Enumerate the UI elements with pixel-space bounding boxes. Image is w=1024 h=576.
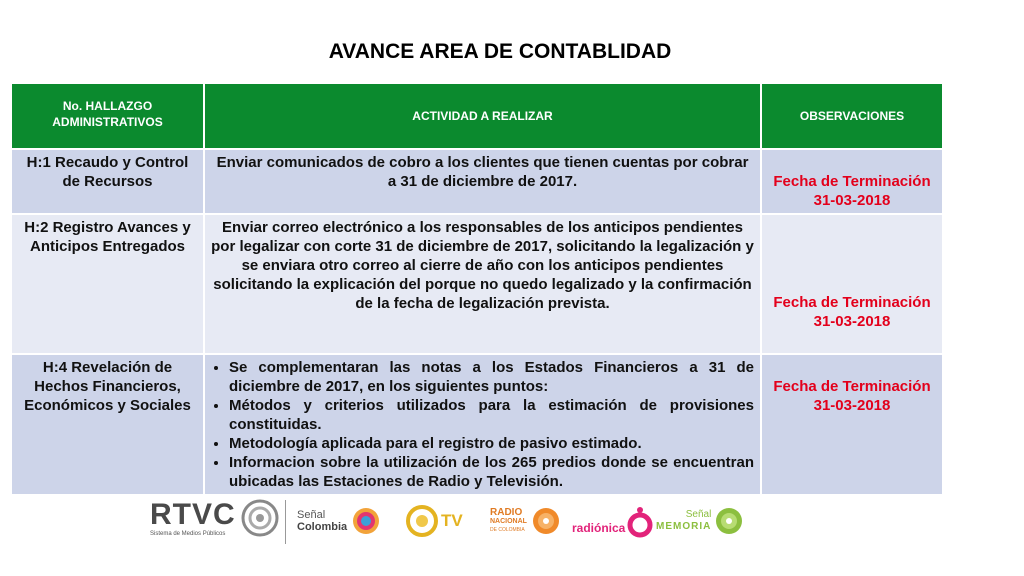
actividad-list (211, 358, 754, 491)
tv-swirl-icon (405, 504, 439, 538)
list-item: • Métodos y criterios utilizados para la estimación de provisiones constituidas. (229, 396, 754, 434)
header-actividad: ACTIVIDAD A REALIZAR (204, 84, 761, 149)
rtvc-swirl-icon (240, 498, 280, 538)
radionica-ring-icon (627, 506, 653, 538)
logo-divider (285, 500, 286, 544)
senal-colombia-label-bottom: Colombia (297, 521, 348, 533)
de-colombia-label: DE COLOMBIA (490, 526, 525, 533)
radionica-wordmark: radiónica (572, 521, 626, 535)
logo-strip (150, 496, 750, 548)
header-hallazgo: No. HALLAZGO ADMINISTRATIVOS (12, 84, 204, 149)
memoria-swirl-icon (714, 506, 744, 536)
hallazgo-cell: H:2 Registro Avances y Anticipos Entregados (12, 214, 204, 354)
list-item: • Se complementaran las notas a los Estados Financieros a 31 de diciembre de 2017, en los siguientes puntos: (229, 358, 754, 396)
senal-colombia-swirl-icon (351, 506, 381, 536)
observacion-cell: Fecha de Terminación 31-03-2018 (761, 214, 943, 354)
senal-memoria-logo (656, 506, 744, 536)
radio-label: RADIO (490, 506, 523, 518)
hallazgo-cell: H:1 Recaudo y Control de Recursos (12, 149, 204, 214)
rtvc-subtitle: Sistema de Medios Públicos (150, 531, 226, 537)
observacion-cell: Fecha de Terminación 31-03-2018 (761, 149, 943, 214)
nacional-label: NACIONAL (490, 517, 527, 525)
actividad-cell: Enviar comunicados de cobro a los clientes que tienen cuentas por cobrar a 31 de diciembre de 2017. (204, 149, 761, 214)
list-item: • Metodología aplicada para el registro de pasivo estimado. (229, 434, 754, 453)
table-row (12, 214, 943, 354)
actividad-cell (204, 354, 761, 494)
table-row (12, 354, 943, 494)
progress-table (12, 84, 944, 494)
table-header-row (12, 84, 943, 149)
tv-wordmark: TV (441, 511, 463, 530)
hallazgo-cell: H:4 Revelación de Hechos Financieros, Económicos y Sociales (12, 354, 204, 494)
observacion-cell: Fecha de Terminación 31-03-2018 (761, 354, 943, 494)
radio-nacional-swirl-icon (531, 506, 561, 536)
rtvc-wordmark: RTVC (150, 498, 236, 531)
memoria-label-top: Señal (685, 509, 712, 520)
header-observaciones: OBSERVACIONES (761, 84, 943, 149)
tv-logo (405, 504, 463, 538)
memoria-label-bottom: MEMORIA (656, 521, 712, 532)
senal-colombia-logo (297, 506, 381, 536)
senal-colombia-label-top: Señal (297, 509, 326, 521)
radionica-logo (572, 506, 653, 538)
radio-nacional-logo (490, 506, 561, 536)
list-item: • Informacion sobre la utilización de los 265 predios donde se encuentran ubicadas las Estaciones de Radio y Televisión. (229, 453, 754, 491)
rtvc-logo (150, 498, 280, 538)
actividad-cell: Enviar correo electrónico a los responsables de los anticipos pendientes por legalizar con corte 31 de diciembre de 2017, solicitando la legalización y se enviara otro correo al cierre de año con los anticipos pendientes solicitando la explicación del porque no quedo legalizado y la confirmación de la fecha de legalización prevista. (204, 214, 761, 354)
page-title: AVANCE AREA DE CONTABLIDAD (328, 40, 672, 63)
table-row (12, 149, 943, 214)
